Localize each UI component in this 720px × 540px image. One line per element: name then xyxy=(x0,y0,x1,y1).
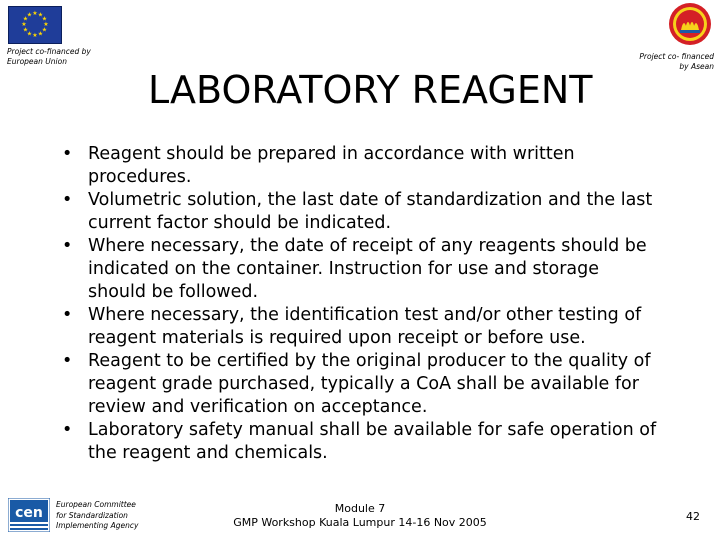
bullet-line: Volumetric solution, the last date of standardization and the last xyxy=(88,190,653,210)
svg-text:★: ★ xyxy=(41,15,48,23)
cen-caption-line3: Implementing Agency xyxy=(56,521,139,530)
bullet-line: Where necessary, the identification test and/or other testing of xyxy=(88,305,642,325)
bullet-dot: • xyxy=(62,190,73,210)
cen-caption-line1: European Committee xyxy=(56,500,136,509)
bullet-item xyxy=(62,304,672,350)
svg-text:★: ★ xyxy=(26,11,33,19)
bullet-line: the reagent and chemicals. xyxy=(88,443,328,463)
bullet-list xyxy=(62,143,672,465)
footer-workshop: GMP Workshop Kuala Lumpur 14-16 Nov 2005 xyxy=(233,516,487,529)
footer-module: Module 7 xyxy=(334,502,386,515)
svg-text:★: ★ xyxy=(21,21,27,28)
bullet-line: reagent materials is required upon receipt or before use. xyxy=(88,328,586,348)
bullet-dot: • xyxy=(62,420,73,440)
svg-text:★: ★ xyxy=(43,21,49,28)
bullet-item xyxy=(62,143,672,189)
svg-text:★: ★ xyxy=(37,30,44,38)
bullet-item xyxy=(62,235,672,304)
footer-module-info xyxy=(230,502,490,530)
bullet-line: Reagent should be prepared in accordance with written xyxy=(88,144,575,164)
cen-logo-text: cen xyxy=(15,505,43,521)
bullet-dot: • xyxy=(62,351,73,371)
bullet-line: should be followed. xyxy=(88,282,259,302)
bullet-dot: • xyxy=(62,144,73,164)
eu-stars-icon xyxy=(9,7,61,43)
svg-text:★: ★ xyxy=(22,15,29,23)
bullet-line: current factor should be indicated. xyxy=(88,213,392,233)
cen-logo-icon xyxy=(8,498,50,532)
svg-text:★: ★ xyxy=(37,11,44,19)
eu-caption-line2: European Union xyxy=(7,57,67,66)
bullet-line: Where necessary, the date of receipt of any reagents should be xyxy=(88,236,647,256)
bullet-line: procedures. xyxy=(88,167,192,187)
svg-text:★: ★ xyxy=(32,10,38,17)
asean-caption-line1: Project co- financed xyxy=(639,52,714,61)
cen-logo xyxy=(8,498,50,532)
bullet-dot: • xyxy=(62,236,73,256)
slide-title: LABORATORY REAGENT xyxy=(148,68,593,112)
svg-text:★: ★ xyxy=(22,26,29,34)
eu-flag-logo xyxy=(8,6,62,44)
asean-logo xyxy=(668,2,712,46)
bullet-item xyxy=(62,189,672,235)
bullet-line: reagent grade purchased, typically a CoA shall be available for xyxy=(88,374,639,394)
cen-caption-line2: for Standardization xyxy=(56,510,128,520)
bullet-line: Laboratory safety manual shall be available for safe operation of xyxy=(88,420,657,440)
svg-text:★: ★ xyxy=(41,26,48,34)
bullet-dot: • xyxy=(62,305,73,325)
page-number: 42 xyxy=(686,510,700,523)
asean-cofinance-caption xyxy=(614,52,714,72)
svg-text:★: ★ xyxy=(32,32,38,39)
bullet-item xyxy=(62,350,672,419)
cen-caption xyxy=(56,500,156,532)
bullet-line: indicated on the container. Instruction for use and storage xyxy=(88,259,600,279)
eu-cofinance-caption xyxy=(7,47,117,67)
asean-emblem-icon xyxy=(668,2,712,46)
svg-text:★: ★ xyxy=(26,30,33,38)
bullet-line: Reagent to be certified by the original producer to the quality of xyxy=(88,351,651,371)
eu-caption-line1: Project co-financed by xyxy=(7,47,91,56)
bullet-item xyxy=(62,419,672,465)
asean-caption-line2: by Asean xyxy=(679,62,714,71)
bullet-line: review and verification on acceptance. xyxy=(88,397,428,417)
